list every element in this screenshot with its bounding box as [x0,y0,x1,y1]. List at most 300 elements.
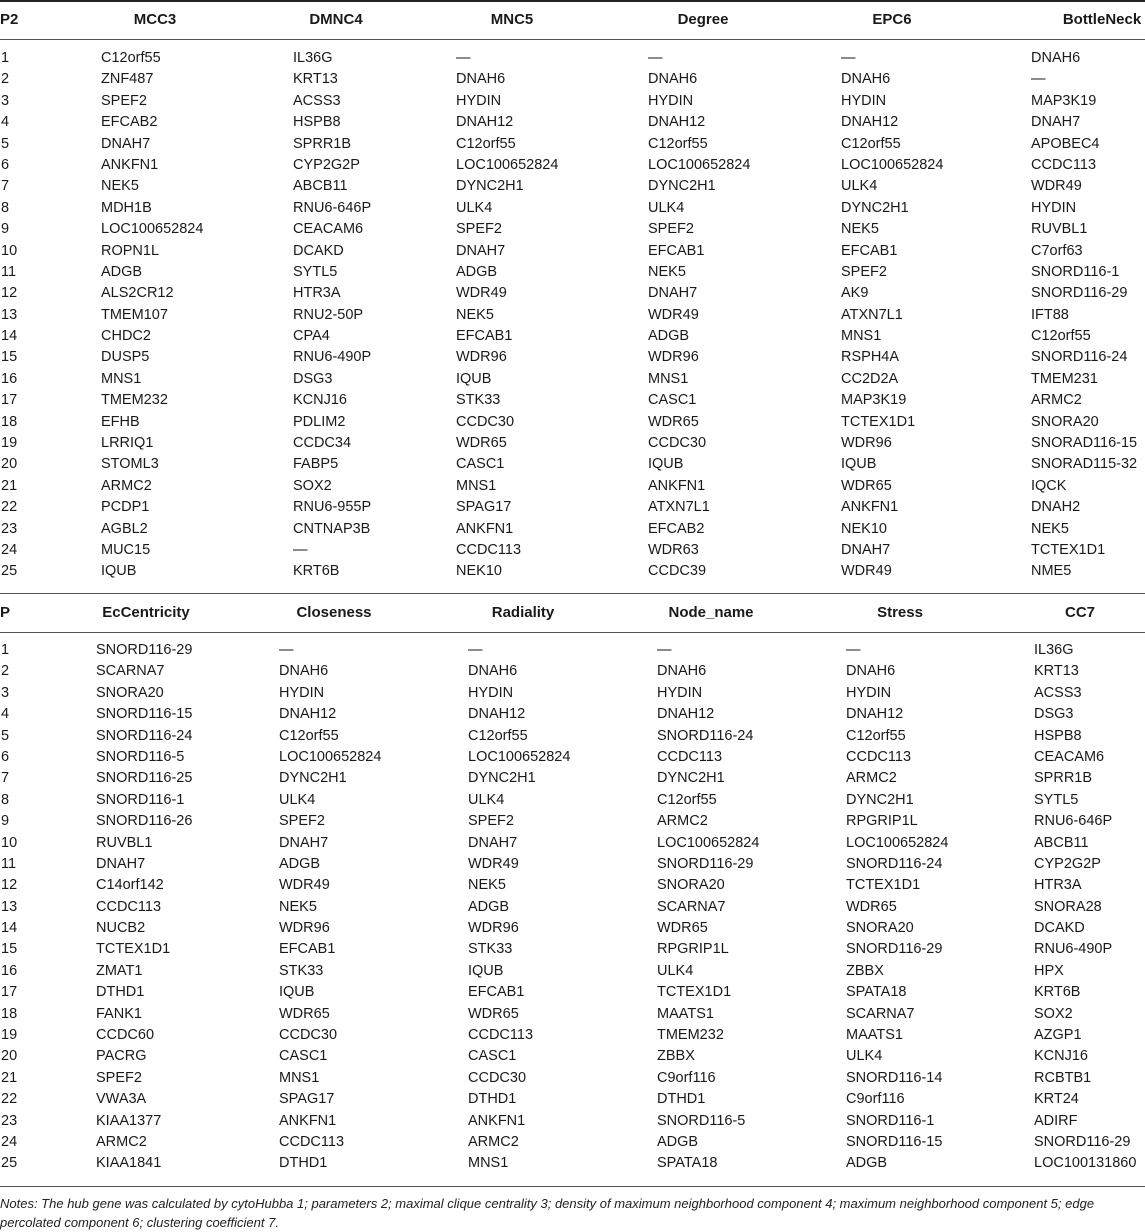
table2-gene-cell: SOX2 [1034,1005,1073,1022]
table2-gene-cell: CCDC30 [468,1069,527,1086]
table1-gene-cell: MAP3K19 [1031,92,1097,109]
table1-gene-cell: DNAH2 [1031,499,1081,516]
table1-header-dmnc4: DMNC4 [309,11,363,28]
table1-gene-cell: DUSP5 [101,349,150,366]
table2-top-rule [0,593,1145,594]
table1-gene-cell: — [841,50,856,66]
table2-rank-cell: 4 [1,706,10,723]
table1-gene-cell: MNS1 [841,328,882,345]
table2-rank-cell: 17 [1,984,18,1001]
table2-gene-cell: DNAH7 [468,834,518,851]
table1-gene-cell: CCDC113 [1031,156,1097,173]
table2-gene-cell: — [846,642,861,658]
table2-gene-cell: ULK4 [846,1048,883,1065]
table1-gene-cell: IQUB [841,456,877,473]
table1-row [0,262,1145,283]
table2-gene-cell: SNORD116-26 [96,813,193,830]
table1-gene-cell: PDLIM2 [293,413,346,430]
table1-gene-cell: NME5 [1031,563,1072,580]
table2-gene-cell: SNORD116-15 [846,1133,943,1150]
table1-gene-cell: DYNC2H1 [456,178,524,195]
table2-gene-cell: CASC1 [279,1048,328,1065]
table1-gene-cell: ACSS3 [293,92,341,109]
table1-rank-cell: 1 [1,50,10,66]
table2-row [0,1111,1145,1132]
table2-gene-cell: ULK4 [657,962,694,979]
table1-gene-cell: ANKFN1 [841,499,899,516]
table2-gene-cell: CCDC113 [468,1027,534,1044]
table2-gene-cell: DTHD1 [657,1091,706,1108]
table1-gene-cell: WDR65 [841,477,892,494]
table1-row [0,476,1145,497]
table1-gene-cell: WDR49 [841,563,892,580]
table1-gene-cell: WDR96 [456,349,507,366]
table2-gene-cell: WDR96 [279,920,330,937]
table1-gene-cell: ANKFN1 [456,520,514,537]
table1-gene-cell: — [293,541,308,558]
table1-gene-cell: WDR63 [648,541,699,558]
table1-row [0,412,1145,433]
table2-gene-cell: SNORD116-29 [657,855,754,872]
table2-gene-cell: C9orf116 [846,1091,905,1108]
table2-rank-cell: 25 [1,1155,18,1172]
table2-gene-cell: ADGB [657,1133,699,1150]
table2-gene-cell: DNAH7 [279,834,329,851]
table2-gene-cell: SCARNA7 [846,1005,915,1022]
table1-gene-cell: DSG3 [293,370,333,387]
table1-gene-cell: RUVBL1 [1031,221,1088,238]
table1-gene-cell: ROPN1L [101,242,160,259]
table1-gene-cell: ULK4 [841,178,878,195]
table1-row [0,69,1145,90]
table1-gene-cell: MNS1 [648,370,689,387]
table1-gene-cell: NEK10 [456,563,502,580]
table1-gene-cell: CCDC34 [293,435,352,452]
table2-gene-cell: HTR3A [1034,877,1082,894]
table2-gene-cell: CCDC113 [96,898,162,915]
table2-gene-cell: RPGRIP1L [846,813,918,830]
table1-row [0,241,1145,262]
table2-rank-cell: 23 [1,1112,18,1129]
table2-gene-cell: SNORA20 [96,684,164,701]
table1-gene-cell: ALS2CR12 [101,285,174,302]
table1-gene-cell: EFCAB2 [648,520,705,537]
table1-gene-cell: TMEM107 [101,306,168,323]
table1-gene-cell: SPEF2 [841,263,887,280]
table2-gene-cell: LOC100131860 [1034,1155,1137,1172]
table2-gene-cell: NUCB2 [96,920,146,937]
table1-gene-cell: ATXN7L1 [841,306,903,323]
table2-gene-cell: CCDC113 [846,748,912,765]
table2-gene-cell: KIAA1841 [96,1155,162,1172]
table2-row [0,640,1145,661]
table2-body [0,640,1145,1175]
table1-gene-cell: NEK5 [1031,520,1069,537]
table2-gene-cell: MNS1 [468,1155,509,1172]
table1-rank-cell: 19 [1,435,18,452]
table1-gene-cell: SPEF2 [101,92,147,109]
table2-gene-cell: WDR49 [279,877,330,894]
table1-rank-cell: 23 [1,520,18,537]
table2-gene-cell: EFCAB1 [279,941,336,958]
table1-row [0,198,1145,219]
table1-gene-cell: SYTL5 [293,263,338,280]
table2-gene-cell: VWA3A [96,1091,147,1108]
table2-gene-cell: ZMAT1 [96,962,143,979]
table2-row [0,854,1145,875]
table2-gene-cell: ULK4 [279,791,316,808]
table1-gene-cell: DNAH7 [841,541,891,558]
table2-gene-cell: C12orf55 [279,727,339,744]
table2-gene-cell: DNAH6 [468,663,518,680]
table2-header-eccentricity: EcCentricity [102,604,190,621]
table2-rank-cell: 5 [1,727,10,744]
table1-gene-cell: RNU6-646P [293,199,372,216]
table1-gene-cell: CPA4 [293,328,330,345]
table1-gene-cell: STOML3 [101,456,159,473]
table2-gene-cell: MNS1 [279,1069,320,1086]
table2-rank-cell: 8 [1,791,10,808]
table2-gene-cell: SCARNA7 [657,898,726,915]
table2-gene-cell: ZBBX [657,1048,695,1065]
table2-gene-cell: ARMC2 [846,770,897,787]
table1-gene-cell: ADGB [648,328,690,345]
table1-gene-cell: TCTEX1D1 [1031,541,1106,558]
table1-gene-cell: — [456,50,471,66]
table2-gene-cell: KRT6B [1034,984,1081,1001]
table1-gene-cell: MNS1 [456,477,497,494]
table1-gene-cell: SPAG17 [456,499,512,516]
table2-row [0,1068,1145,1089]
table1-gene-cell: WDR65 [456,435,507,452]
table1-gene-cell: ABCB11 [293,178,348,195]
table1-gene-cell: EFHB [101,413,140,430]
table1-row [0,390,1145,411]
table2-gene-cell: SNORD116-29 [96,642,193,658]
table2-gene-cell: ZBBX [846,962,884,979]
table2-gene-cell: WDR65 [846,898,897,915]
table1-row [0,540,1145,561]
table1-header-p2: P2 [0,11,19,28]
table2-rank-cell: 14 [1,920,18,937]
table1-gene-cell: LOC100652824 [648,156,751,173]
table1-rank-cell: 4 [1,114,10,131]
table2-gene-cell: HSPB8 [1034,727,1082,744]
table2-gene-cell: ARMC2 [468,1133,519,1150]
table2-row [0,811,1145,832]
table1-gene-cell: LOC100652824 [101,221,204,238]
table2-gene-cell: — [468,642,483,658]
table2-gene-cell: KIAA1377 [96,1112,162,1129]
table1-gene-cell: WDR96 [648,349,699,366]
table2-gene-cell: STK33 [279,962,324,979]
table1-gene-cell: CCDC113 [456,541,522,558]
table1-gene-cell: CCDC30 [456,413,515,430]
table2-gene-cell: DNAH6 [279,663,329,680]
table2-gene-cell: DSG3 [1034,706,1074,723]
table1-row [0,326,1145,347]
table2-gene-cell: DTHD1 [96,984,145,1001]
table1-gene-cell: LOC100652824 [456,156,559,173]
table2-gene-cell: ADIRF [1034,1112,1078,1129]
table1-gene-cell: DNAH6 [648,71,698,88]
table2-rank-cell: 18 [1,1005,18,1022]
table1-rank-cell: 14 [1,328,18,345]
table2-row [0,747,1145,768]
table2-gene-cell: TMEM232 [657,1027,724,1044]
table2-gene-cell: CCDC30 [279,1027,338,1044]
table2-gene-cell: SNORA28 [1034,898,1102,915]
table1-gene-cell: WDR49 [648,306,699,323]
table1-gene-cell: MAP3K19 [841,392,907,409]
table2-gene-cell: SNORD116-25 [96,770,193,787]
table1-gene-cell: DNAH7 [456,242,506,259]
table1-gene-cell: RNU6-955P [293,499,372,516]
table2-gene-cell: DNAH12 [657,706,715,723]
table1-gene-cell: NEK5 [456,306,494,323]
table2-gene-cell: SNORD116-24 [96,727,193,744]
table1-body [0,48,1145,583]
table1-gene-cell: EFCAB1 [841,242,898,259]
table1-gene-cell: ULK4 [456,199,493,216]
table1-gene-cell: DNAH6 [841,71,891,88]
table2-gene-cell: HYDIN [846,684,892,701]
table1-rank-cell: 21 [1,477,18,494]
table2-gene-cell: HYDIN [657,684,703,701]
table2-rank-cell: 10 [1,834,18,851]
table2-gene-cell: ANKFN1 [279,1112,337,1129]
table1-gene-cell: RNU2-50P [293,306,364,323]
table1-gene-cell: DNAH12 [456,114,514,131]
table1-gene-cell: DYNC2H1 [648,178,716,195]
table2-gene-cell: ARMC2 [96,1133,147,1150]
table1-gene-cell: HYDIN [648,92,694,109]
table1-rank-cell: 22 [1,499,18,516]
table1-gene-cell: C12orf55 [841,135,901,152]
table1-gene-cell: MDH1B [101,199,152,216]
table2-rank-cell: 12 [1,877,18,894]
table1-gene-cell: DNAH12 [841,114,899,131]
table1-gene-cell: SPEF2 [648,221,694,238]
table1-gene-cell: C12orf55 [101,50,161,66]
table2-rank-cell: 9 [1,813,10,830]
table2-gene-cell: SNORD116-24 [657,727,754,744]
table2-gene-cell: DYNC2H1 [279,770,347,787]
table1-gene-cell: ARMC2 [1031,392,1082,409]
table1-gene-cell: CNTNAP3B [293,520,371,537]
table1-gene-cell: PCDP1 [101,499,150,516]
table1-gene-cell: NEK5 [101,178,139,195]
table2-row [0,1153,1145,1174]
table2-header-cc7: CC7 [1064,604,1096,621]
table1-gene-cell: DNAH7 [101,135,151,152]
table1-gene-cell: EFCAB1 [456,328,513,345]
table2-gene-cell: PACRG [96,1048,147,1065]
table1-gene-cell: IQUB [648,456,684,473]
table2-gene-cell: DNAH6 [657,663,707,680]
table1-rank-cell: 25 [1,563,18,580]
table2-gene-cell: ANKFN1 [468,1112,526,1129]
table2-gene-cell: SNORD116-14 [846,1069,943,1086]
table2-gene-cell: HPX [1034,962,1064,979]
table1-gene-cell: HYDIN [1031,199,1077,216]
table1-row [0,497,1145,518]
table1-rank-cell: 11 [1,263,17,280]
table1-gene-cell: TMEM231 [1031,370,1098,387]
table2-rank-cell: 11 [1,855,17,872]
table2-gene-cell: ADGB [279,855,321,872]
table2-gene-cell: ABCB11 [1034,834,1089,851]
table2-gene-cell: DNAH12 [279,706,337,723]
table1-rank-cell: 17 [1,392,18,409]
table2-gene-cell: ADGB [468,898,510,915]
table2-gene-cell: TCTEX1D1 [846,877,921,894]
table1-rank-cell: 2 [1,71,10,88]
table2-row [0,768,1145,789]
table2-gene-cell: KRT13 [1034,663,1079,680]
table1-gene-cell: LRRIQ1 [101,435,154,452]
table2-gene-cell: ULK4 [468,791,505,808]
table2-gene-cell: WDR49 [468,855,519,872]
table2-rank-cell: 22 [1,1091,18,1108]
table2-header-radiality: Radiality [491,604,555,621]
table1-gene-cell: APOBEC4 [1031,135,1100,152]
table2-gene-cell: CCDC113 [279,1133,345,1150]
table2-rank-cell: 24 [1,1133,18,1150]
table2-gene-cell: DNAH7 [96,855,146,872]
table1-rank-cell: 6 [1,156,10,173]
table2-gene-cell: DYNC2H1 [846,791,914,808]
table1-gene-cell: ATXN7L1 [648,499,710,516]
table1-gene-cell: C12orf55 [648,135,708,152]
table2-gene-cell: HYDIN [279,684,325,701]
table1-rank-cell: 9 [1,221,10,238]
table2-gene-cell: IQUB [468,962,504,979]
table1-gene-cell: SOX2 [293,477,332,494]
table1-gene-cell: MNS1 [101,370,142,387]
table1-header-mnc5: MNC5 [490,11,534,28]
table2-row [0,918,1145,939]
table1-gene-cell: C12orf55 [1031,328,1091,345]
table1-row [0,176,1145,197]
table2-gene-cell: — [279,642,294,658]
table1-header-degree: Degree [677,11,729,28]
table1-gene-cell: C7orf63 [1031,242,1083,259]
table2-gene-cell: STK33 [468,941,513,958]
table2-gene-cell: SPAG17 [279,1091,335,1108]
table1-gene-cell: KRT6B [293,563,340,580]
table1-gene-cell: — [648,50,663,66]
table1-gene-cell: ADGB [456,263,498,280]
table1-row [0,561,1145,582]
table1-gene-cell: SNORAD116-15 [1031,435,1138,452]
table1-gene-cell: IFT88 [1031,306,1069,323]
table2-row [0,726,1145,747]
table1-row [0,134,1145,155]
table2-gene-cell: SNORD116-1 [846,1112,935,1129]
table2-gene-cell: CASC1 [468,1048,517,1065]
table1-header-epc6: EPC6 [872,11,912,28]
table1-gene-cell: RSPH4A [841,349,900,366]
table1-gene-cell: RNU6-490P [293,349,372,366]
table1-row [0,369,1145,390]
table2-gene-cell: WDR65 [468,1005,519,1022]
table2-gene-cell: RNU6-490P [1034,941,1113,958]
table1-gene-cell: KRT13 [293,71,338,88]
table1-gene-cell: TCTEX1D1 [841,413,916,430]
table1-row [0,347,1145,368]
table2-row [0,1004,1145,1025]
table1-gene-cell: NEK10 [841,520,887,537]
table1-gene-cell: CC2D2A [841,370,899,387]
table1-gene-cell: SNORA20 [1031,413,1099,430]
table2-rank-cell: 19 [1,1027,18,1044]
table2-gene-cell: SCARNA7 [96,663,165,680]
table2-header-row [0,595,1145,631]
table1-row [0,219,1145,240]
table1-gene-cell: DNAH7 [648,285,698,302]
table1-rank-cell: 5 [1,135,10,152]
table1-gene-cell: SNORD116-24 [1031,349,1128,366]
table2-gene-cell: EFCAB1 [468,984,525,1001]
table2-gene-cell: SPEF2 [96,1069,142,1086]
table2-gene-cell: SYTL5 [1034,791,1079,808]
table1-gene-cell: CEACAM6 [293,221,364,238]
table2-gene-cell: C14orf142 [96,877,164,894]
table1-gene-cell: NEK5 [648,263,686,280]
table2-row [0,982,1145,1003]
table2-gene-cell: FANK1 [96,1005,142,1022]
table1-gene-cell: MUC15 [101,541,151,558]
table1-rank-cell: 3 [1,92,10,109]
table1-gene-cell: ANKFN1 [648,477,706,494]
table1-gene-cell: NEK5 [841,221,879,238]
table2-rank-cell: 16 [1,962,18,979]
table2-gene-cell: TCTEX1D1 [657,984,732,1001]
table2-gene-cell: C12orf55 [468,727,528,744]
table1-gene-cell: LOC100652824 [841,156,944,173]
table2-gene-cell: LOC100652824 [468,748,571,765]
table2-gene-cell: DTHD1 [468,1091,517,1108]
table1-rank-cell: 18 [1,413,18,430]
table1-gene-cell: WDR96 [841,435,892,452]
table2-row [0,1025,1145,1046]
table2-rank-cell: 13 [1,898,18,915]
table1-rank-cell: 10 [1,242,18,259]
table1-gene-cell: IQCK [1031,477,1067,494]
table1-gene-cell: IQUB [456,370,492,387]
table1-rank-cell: 20 [1,456,18,473]
table1-gene-cell: IL36G [293,50,333,66]
table1-gene-cell: DNAH12 [648,114,706,131]
table2-row [0,790,1145,811]
table2-gene-cell: IQUB [279,984,315,1001]
table2-gene-cell: WDR65 [279,1005,330,1022]
table2-gene-cell: KRT24 [1034,1091,1079,1108]
table1-gene-cell: WDR49 [1031,178,1082,195]
table2-gene-cell: HYDIN [468,684,514,701]
table1-gene-cell: FABP5 [293,456,339,473]
table2-gene-cell: IL36G [1034,642,1074,658]
table2-row [0,1089,1145,1110]
table2-header-rule [0,632,1145,633]
table1-gene-cell: TMEM232 [101,392,168,409]
table1-row [0,305,1145,326]
table1-gene-cell: ZNF487 [101,71,154,88]
table2-header-stress: Stress [877,604,923,621]
table2-rank-cell: 2 [1,663,10,680]
table1-rank-cell: 15 [1,349,18,366]
